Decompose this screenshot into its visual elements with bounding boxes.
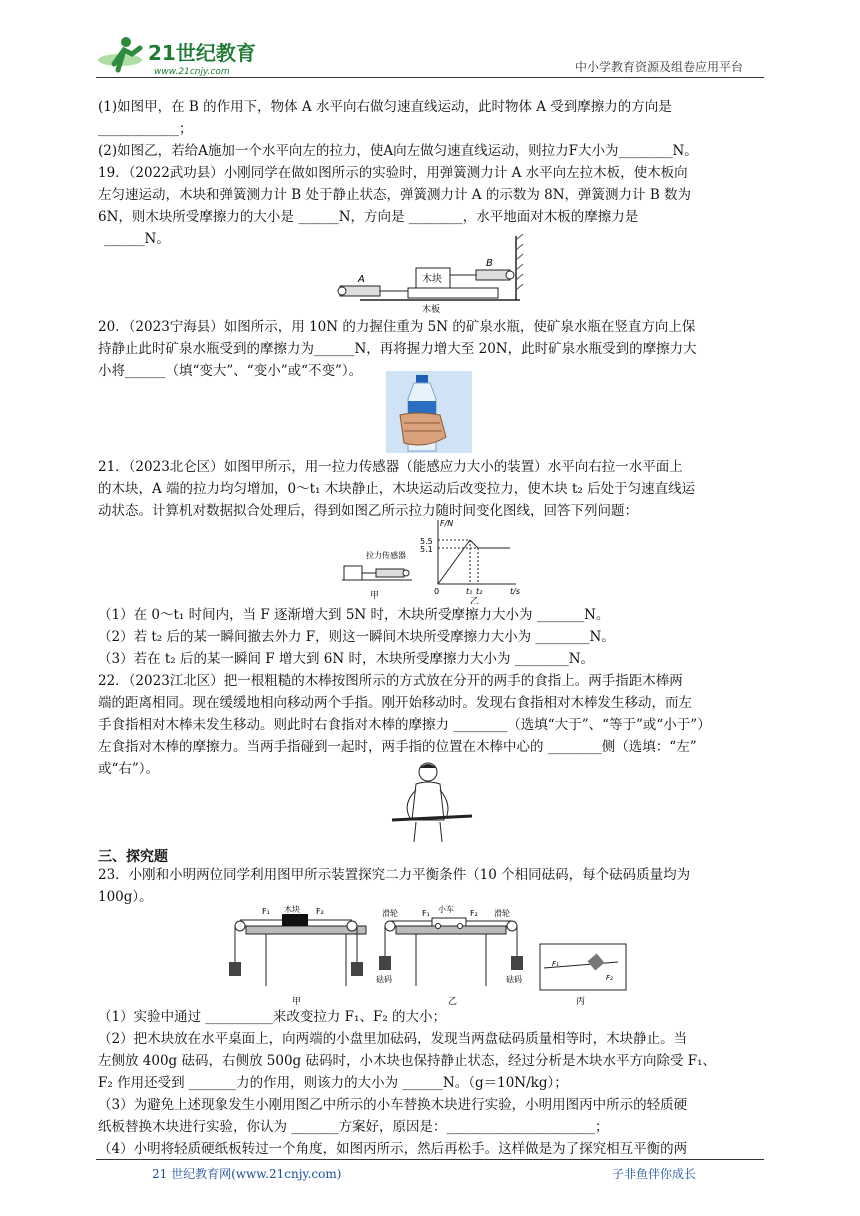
q23-block-label: 木块 xyxy=(284,905,300,914)
q23-f1-b: F₁ xyxy=(422,909,430,918)
q19-label-b: B xyxy=(486,258,493,269)
q21-line2: 的木块，A 端的拉力均匀增加，0～t₁ 木块静止，木块运动后改变拉力，使木块 t₂ 后处于匀速直线运 xyxy=(98,481,696,497)
q18-part1-blank: ____________； xyxy=(98,121,193,137)
q21-part3: （3）若在 t₂ 后的某一瞬间 F 增大到 6N 时，木块所受摩擦力大小为 ________N。 xyxy=(98,651,595,667)
q23-part3-line2: 纸板替换木块进行实验，你认为 _______方案好，原因是：______________________； xyxy=(98,1119,609,1135)
q19-block-label: 木块 xyxy=(422,274,442,285)
q23-f2-a: F₂ xyxy=(316,907,324,916)
q23-part4: （4）小明将轻质硬纸板转过一个角度，如图丙所示，然后再松手。这样做是为了探究相互平衡的两 xyxy=(98,1141,688,1157)
footer-rule xyxy=(96,1159,764,1160)
logo-runner-icon xyxy=(96,34,266,78)
q23-f1-a: F₁ xyxy=(262,907,270,916)
q23-caption-1: 甲 xyxy=(292,997,302,1007)
q20-line3: 小将______（填“变大”、“变小”或“不变”）。 xyxy=(98,363,363,379)
q21-part2: （2）若 t₂ 后的某一瞬间撤去外力 F，则这一瞬间木块所受摩擦力大小为 ________N。 xyxy=(98,629,615,645)
q19-line1: 19．（2022武功县）小刚同学在做如图所示的实验时，用弹簧测力计 A 水平向左拉木板，使木板向 xyxy=(98,165,688,181)
q18-part2: (2)如图乙，若给A施加一个水平向左的拉力，使A向左做匀速直线运动，则拉力F大小为________N。 xyxy=(98,143,698,159)
q23-cart-label: 小车 xyxy=(438,905,454,914)
q21-caption-left: 甲 xyxy=(370,591,380,601)
q19-line4: ______N。 xyxy=(104,231,170,247)
q21-tick-t2: t₂ xyxy=(476,587,483,596)
q21-origin: 0 xyxy=(434,587,440,596)
q21-line3: 动状态。计算机对数据拟合处理后，得到如图乙所示拉力随时间变化图线，回答下列问题： xyxy=(98,503,638,519)
q23-part2-line3: F₂ 作用还受到 _______力的作用，则该力的大小为 ______N。（g＝10N/kg）； xyxy=(98,1075,568,1091)
q23-caption-3: 丙 xyxy=(576,997,586,1007)
footer-slogan: 子非鱼伴你成长 xyxy=(612,1167,697,1181)
q19-label-a: A xyxy=(358,274,365,285)
q21-tick-t1: t₁ xyxy=(466,587,473,596)
header-rule xyxy=(96,77,764,78)
q23-figure xyxy=(226,904,646,1008)
q21-tick-51: 5.1 xyxy=(420,545,433,554)
logo-text: 21世纪教育 xyxy=(148,41,256,65)
q20-line2: 持静止此时矿泉水瓶受到的摩擦力为______N，再将握力增大至 20N，此时矿泉水瓶受到的摩擦力大 xyxy=(98,341,697,357)
q23-pulley-right: 滑轮 xyxy=(494,909,510,918)
q23-pulley-left: 滑轮 xyxy=(382,909,398,918)
q23-caption-2: 乙 xyxy=(448,997,458,1007)
q21-x-axis: t/s xyxy=(510,587,520,596)
q21-part1: （1）在 0～t₁ 时间内，当 F 逐渐增大到 5N 时，木块所受摩擦力大小为 _______N。 xyxy=(98,607,610,623)
q22-line1: 22．（2023江北区）把一根粗糙的木棒按图所示的方式放在分开的两手的食指上。两手指距木棒两 xyxy=(98,673,683,689)
q19-line2: 左匀速运动，木块和弹簧测力计 B 处于静止状态，弹簧测力计 A 的示数为 8N，弹簧测力计 B 数为 xyxy=(98,187,692,203)
site-logo xyxy=(96,34,266,78)
q19-board-label: 木板 xyxy=(422,305,441,315)
q21-figure xyxy=(340,514,530,604)
q23-f2-b: F₂ xyxy=(470,909,478,918)
logo-url: www.21cnjy.com xyxy=(154,67,230,77)
q23-weight-right: 砝码 xyxy=(506,975,522,984)
q21-line1: 21．（2023北仑区）如图甲所示，用一拉力传感器（能感应力大小的装置）水平向右拉一水平面上 xyxy=(98,459,683,475)
q21-y-axis: F/N xyxy=(440,519,454,528)
q20-line1: 20．（2023宁海县）如图所示，用 10N 的力握住重为 5N 的矿泉水瓶，使矿泉水瓶在竖直方向上保 xyxy=(98,319,696,335)
q20-bottle-figure xyxy=(386,371,472,453)
q19-figure xyxy=(330,234,530,318)
footer-site-link[interactable]: 21 世纪教育网(www.21cnjy.com) xyxy=(152,1167,342,1181)
q18-part1: (1)如图甲，在 B 的作用下，物体 A 水平向右做匀速直线运动，此时物体 A 受到摩擦力的方向是 xyxy=(98,99,672,115)
section-heading-inquiry: 三、探究题 xyxy=(98,849,168,865)
q23-part2-line2: 左侧放 400g 砝码，右侧放 500g 砝码时，小木块也保持静止状态，经过分析是木块水平方向除受 F₁、 xyxy=(98,1053,717,1069)
q23-line1: 23．小刚和小明两位同学利用图甲所示装置探究二力平衡条件（10 个相同砝码，每个砝码质量均为 xyxy=(98,867,691,883)
q23-weight-left: 砝码 xyxy=(376,975,392,984)
q23-part1: （1）实验中通过 __________来改变拉力 F₁、F₂ 的大小； xyxy=(98,1009,447,1025)
q23-line2: 100g）。 xyxy=(98,889,153,905)
q23-f2-c: F₂ xyxy=(606,974,613,982)
q21-sensor-label: 拉力传感器 xyxy=(366,551,406,560)
q23-part2-line1: （2）把木块放在水平桌面上，向两端的小盘里加砝码，发现当两盘砝码质量相等时，木块静止。当 xyxy=(98,1031,688,1047)
q23-f1-c: F₁ xyxy=(552,960,559,968)
q22-line2: 端的距离相同。现在缓缓地相向移动两个手指。刚开始移动时。发现右食指相对木棒发生移动，而左 xyxy=(98,695,692,711)
q19-line3: 6N，则木块所受摩擦力的大小是 ______N，方向是 ________，水平地面对木板的摩擦力是 xyxy=(98,209,639,225)
q21-caption-right: 乙 xyxy=(470,597,480,604)
q22-line3: 手食指相对木棒未发生移动。则此时右食指对木棒的摩擦力 ________（选填“大于”、“等于”或“小于”） xyxy=(98,717,711,733)
q21-tick-55: 5.5 xyxy=(420,537,433,546)
header-platform-text: 中小学教育资源及组卷应用平台 xyxy=(575,60,744,74)
q22-line5: 或“右”）。 xyxy=(98,761,160,777)
q22-line4: 左食指对木棒的摩擦力。当两手指碰到一起时，两手指的位置在木棒中心的 ________侧（选填：“左” xyxy=(98,739,697,755)
q22-person-figure xyxy=(386,760,476,844)
q23-part3-line1: （3）为避免上述现象发生小刚用图乙中所示的小车替换木块进行实验，小明用图丙中所示的轻质硬 xyxy=(98,1097,688,1113)
